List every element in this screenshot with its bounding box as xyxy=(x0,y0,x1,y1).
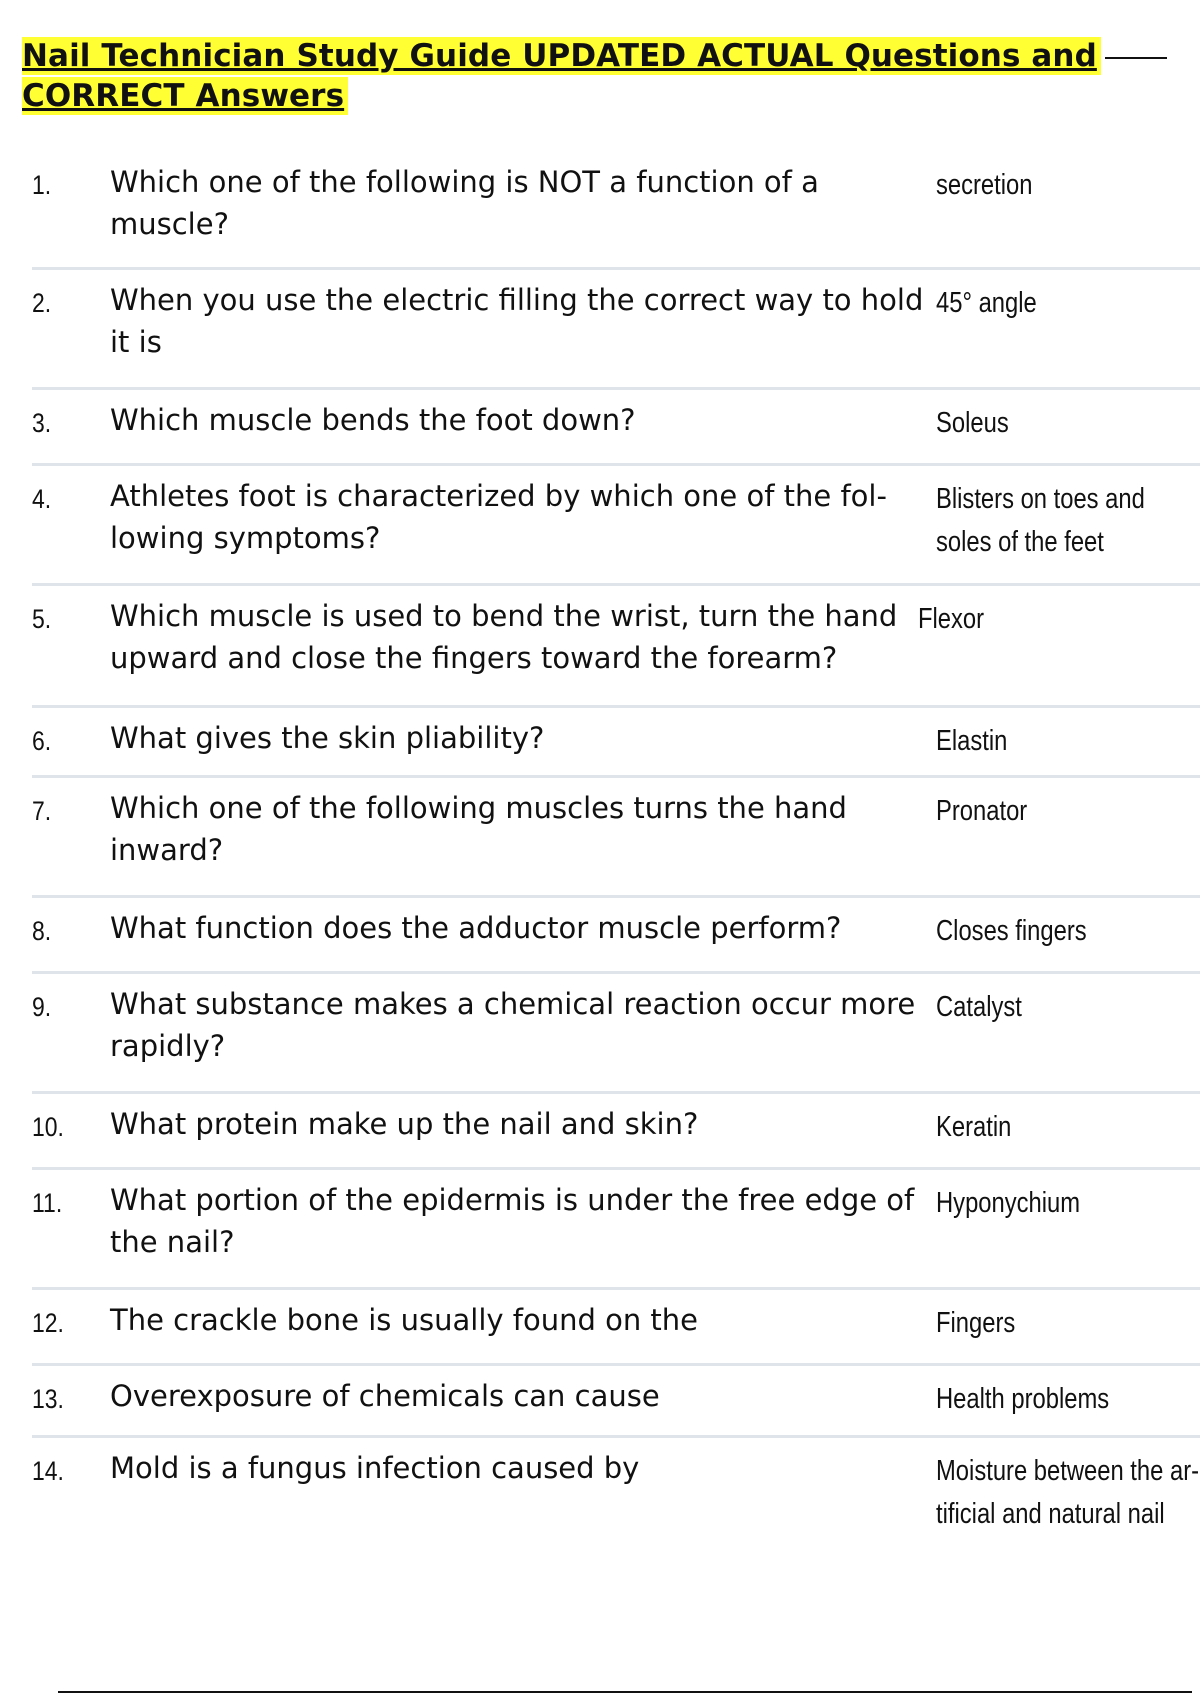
answer-text: Flexor xyxy=(918,603,985,635)
question-number: 12. xyxy=(32,1308,64,1338)
answer-text: Health problems xyxy=(936,1383,1110,1415)
qa-row xyxy=(32,1290,1200,1366)
answer-text: Blisters on toes and soles of the feet xyxy=(936,483,1145,558)
qa-row xyxy=(32,586,1200,708)
question-number: 3. xyxy=(32,408,52,438)
qa-row xyxy=(32,898,1200,974)
answer-text: Elastin xyxy=(936,725,1008,757)
qa-row xyxy=(32,1438,1200,1548)
question-number: 1. xyxy=(32,170,52,200)
question-number: 8. xyxy=(32,916,52,946)
qa-row xyxy=(32,708,1200,778)
qa-row xyxy=(32,152,1200,270)
answer-text: Catalyst xyxy=(936,991,1022,1023)
answer-text: Closes fingers xyxy=(936,915,1087,947)
qa-row xyxy=(32,1366,1200,1438)
question-text: What substance makes a chemical reaction occur more rapidly? xyxy=(110,987,916,1063)
question-text: Mold is a fungus infection caused by xyxy=(110,1451,640,1485)
answer-text: secretion xyxy=(936,169,1033,201)
question-text: Athletes foot is characterized by which one of the following symptoms? xyxy=(110,479,887,555)
answer-text: Soleus xyxy=(936,407,1009,439)
question-number: 5. xyxy=(32,604,52,634)
answer-text: Moisture between the artificial and natural nail xyxy=(936,1455,1200,1530)
title-line-1 xyxy=(22,36,1142,76)
question-text: What gives the skin pliability? xyxy=(110,721,545,755)
qa-row xyxy=(32,1094,1200,1170)
question-number: 9. xyxy=(32,992,52,1022)
question-number: 2. xyxy=(32,288,52,318)
qa-row xyxy=(32,390,1200,466)
question-text: What portion of the epidermis is under the free edge of the nail? xyxy=(110,1183,915,1259)
title-text-2: CORRECT Answers xyxy=(22,77,348,115)
question-text: When you use the electric filling the correct way to hold it is xyxy=(110,283,924,359)
question-number: 13. xyxy=(32,1384,64,1414)
qa-row xyxy=(32,1170,1200,1290)
question-number: 10. xyxy=(32,1112,64,1142)
question-text: Which muscle bends the foot down? xyxy=(110,403,636,437)
document-title xyxy=(22,36,1142,116)
question-text: What function does the adductor muscle perform? xyxy=(110,911,842,945)
answer-text: Pronator xyxy=(936,795,1028,827)
answer-text: 45° angle xyxy=(936,287,1037,319)
qa-row xyxy=(32,270,1200,390)
answer-text: Keratin xyxy=(936,1111,1012,1143)
title-underline-rule xyxy=(1105,57,1167,59)
qa-row xyxy=(32,974,1200,1094)
question-text: Which one of the following is NOT a function of a muscle? xyxy=(110,165,819,241)
question-number: 4. xyxy=(32,484,52,514)
question-number: 6. xyxy=(32,726,52,756)
question-number: 14. xyxy=(32,1456,64,1486)
question-number: 11. xyxy=(32,1188,63,1218)
footer-rule xyxy=(58,1691,1192,1693)
question-number: 7. xyxy=(32,796,52,826)
question-text: The crackle bone is usually found on the xyxy=(110,1303,699,1337)
question-text: Which one of the following muscles turns the hand inward? xyxy=(110,791,847,867)
question-text: Overexposure of chemicals can cause xyxy=(110,1379,660,1413)
qa-row xyxy=(32,466,1200,586)
qa-row xyxy=(32,778,1200,898)
qa-list xyxy=(32,152,1200,1548)
answer-text: Hyponychium xyxy=(936,1187,1081,1219)
title-line-2 xyxy=(22,76,1142,116)
question-text: What protein make up the nail and skin? xyxy=(110,1107,699,1141)
question-text: Which muscle is used to bend the wrist, turn the hand upward and close the fingers toward the forearm? xyxy=(110,599,898,675)
answer-text: Fingers xyxy=(936,1307,1016,1339)
title-text-1: Nail Technician Study Guide UPDATED ACTUAL Questions and xyxy=(22,37,1101,75)
